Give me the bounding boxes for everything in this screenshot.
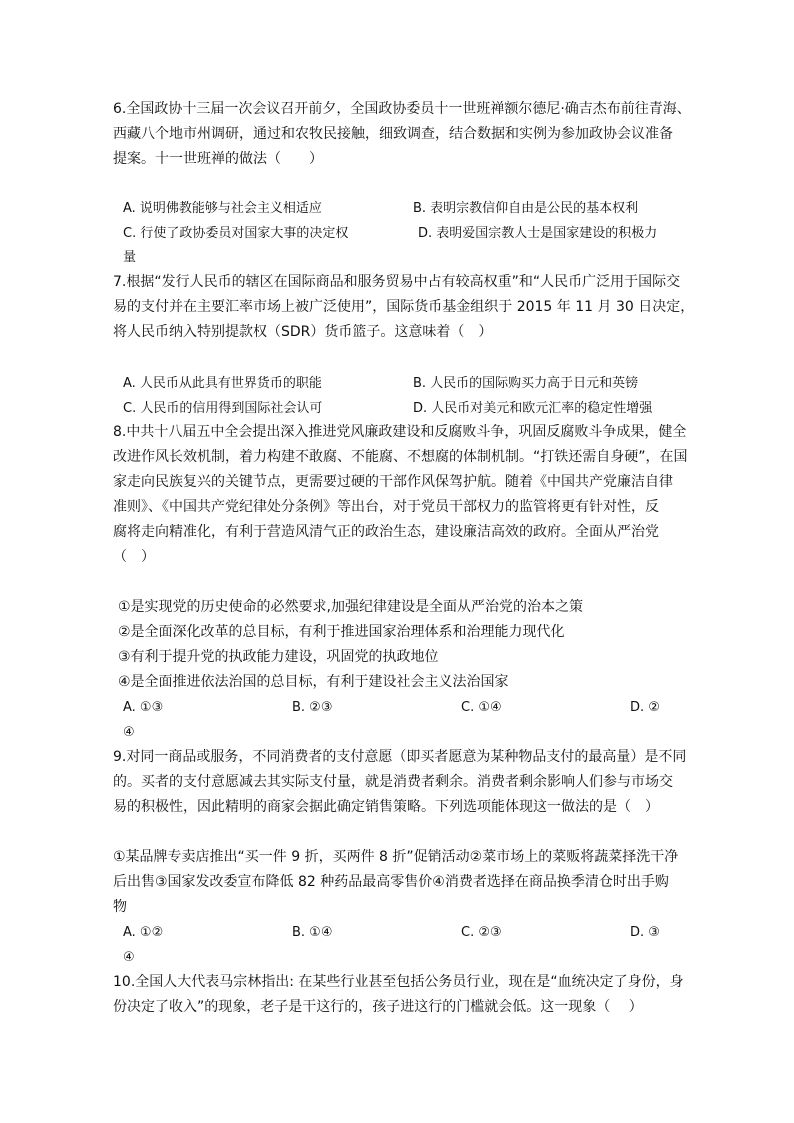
- question-8-line-6: （ ）: [113, 549, 155, 565]
- question-6-option-c: C. 行使了政协委员对国家大事的决定权: [123, 226, 349, 241]
- question-8-option-d: D. ②: [630, 700, 660, 715]
- question-9-line-1: 9.对同一商品或服务，不同消费者的支付意愿（即买者愿意为某种物品支付的最高量）是不同: [113, 749, 687, 765]
- question-8-option-a: A. ①③: [123, 700, 164, 715]
- question-8-option-d-wrap: ④: [123, 725, 135, 740]
- question-7-option-c: C. 人民币的信用得到国际社会认可: [123, 401, 323, 416]
- question-9-line-3: 易的积极性，因此精明的商家会据此确定销售策略。下列选项能体现这一做法的是（ ）: [113, 799, 659, 815]
- question-9-option-b: B. ①④: [292, 925, 333, 940]
- question-8-option-b: B. ②③: [292, 700, 333, 715]
- question-6-line-1: 6.全国政协十三届一次会议召开前夕，全国政协委员十一世班禅额尔德尼·确吉杰布前往青海、: [113, 101, 691, 117]
- question-9-statement-1: ①某品牌专卖店推出“买一件 9 折，买两件 8 折”促销活动②菜市场上的菜贩将蔬菜择洗干净: [113, 849, 679, 865]
- question-8-line-3: 家走向民族复兴的关键节点，更需要过硬的干部作风保驾护航。随着《中国共产党廉洁自律: [113, 474, 673, 490]
- question-9-line-2: 的。买者的支付意愿减去其实际支付量，就是消费者剩余。消费者剩余影响人们参与市场交: [113, 774, 673, 790]
- question-8-statement-3: ③有利于提升党的执政能力建设，巩固党的执政地位: [118, 649, 439, 665]
- question-6-option-b: B. 表明宗教信仰自由是公民的基本权利: [413, 201, 639, 216]
- question-6-option-d-wrap: 量: [123, 250, 137, 265]
- question-6-option-a: A. 说明佛教能够与社会主义相适应: [123, 201, 322, 216]
- question-9-statement-3: 物: [113, 899, 127, 915]
- question-9-option-c: C. ②③: [461, 925, 502, 940]
- question-10-line-1: 10.全国人大代表马宗林指出: 在某些行业甚至包括公务员行业，现在是“血统决定了身份，身: [113, 974, 684, 990]
- question-7-line-2: 易的支付并在主要汇率市场上被广泛使用”，国际货币基金组织于 2015 年 11 月 30 日决定，: [113, 299, 695, 315]
- question-7-option-a: A. 人民币从此具有世界货币的职能: [123, 376, 322, 391]
- question-7-option-d: D. 人民币对美元和欧元汇率的稳定性增强: [413, 401, 653, 416]
- question-6-line-3: 提案。十一世班禅的做法（ ）: [113, 151, 323, 167]
- question-6-option-d: D. 表明爱国宗教人士是国家建设的积极力: [418, 226, 658, 241]
- question-9-option-a: A. ①②: [123, 925, 164, 940]
- question-9-statement-2: 后出售③国家发改委宣布降低 82 种药品最高零售价④消费者选择在商品换季清仓时出手购: [113, 874, 669, 890]
- question-7-line-1: 7.根据“发行人民币的辖区在国际商品和服务贸易中占有较高权重”和“人民币广泛用于国际交: [113, 274, 681, 290]
- question-9-option-d: D. ③: [630, 925, 660, 940]
- question-8-statement-1: ①是实现党的历史使命的必然要求,加强纪律建设是全面从严治党的治本之策: [118, 599, 583, 615]
- question-10-line-2: 份决定了收入”的现象，老子是干这行的，孩子进这行的门槛就会低。这一现象（ ）: [113, 999, 643, 1015]
- question-9-option-d-wrap: ④: [123, 950, 135, 965]
- question-8-line-1: 8.中共十八届五中全会提出深入推进党风廉政建设和反腐败斗争，巩固反腐败斗争成果，健全: [113, 424, 687, 440]
- question-8-line-2: 改进作风长效机制，着力构建不敢腐、不能腐、不想腐的体制机制。“打铁还需自身硬”，在国: [113, 449, 688, 465]
- question-8-line-4: 准则》、《中国共产党纪律处分条例》等出台，对于党员干部权力的监管将更有针对性，反: [113, 499, 659, 515]
- question-6-line-2: 西藏八个地市州调研，通过和农牧民接触，细致调查，结合数据和实例为参加政协会议准备: [113, 126, 673, 142]
- question-8-statement-2: ②是全面深化改革的总目标，有利于推进国家治理体系和治理能力现代化: [118, 624, 565, 640]
- question-8-option-c: C. ①④: [461, 700, 502, 715]
- question-8-statement-4: ④是全面推进依法治国的总目标，有利于建设社会主义法治国家: [118, 674, 509, 690]
- question-7-option-b: B. 人民币的国际购买力高于日元和英镑: [413, 376, 639, 391]
- question-8-line-5: 腐将走向精准化，有利于营造风清气正的政治生态，建设廉洁高效的政府。全面从严治党: [113, 524, 659, 540]
- question-7-line-3: 将人民币纳入特别提款权（SDR）货币篮子。这意味着（ ）: [113, 324, 493, 340]
